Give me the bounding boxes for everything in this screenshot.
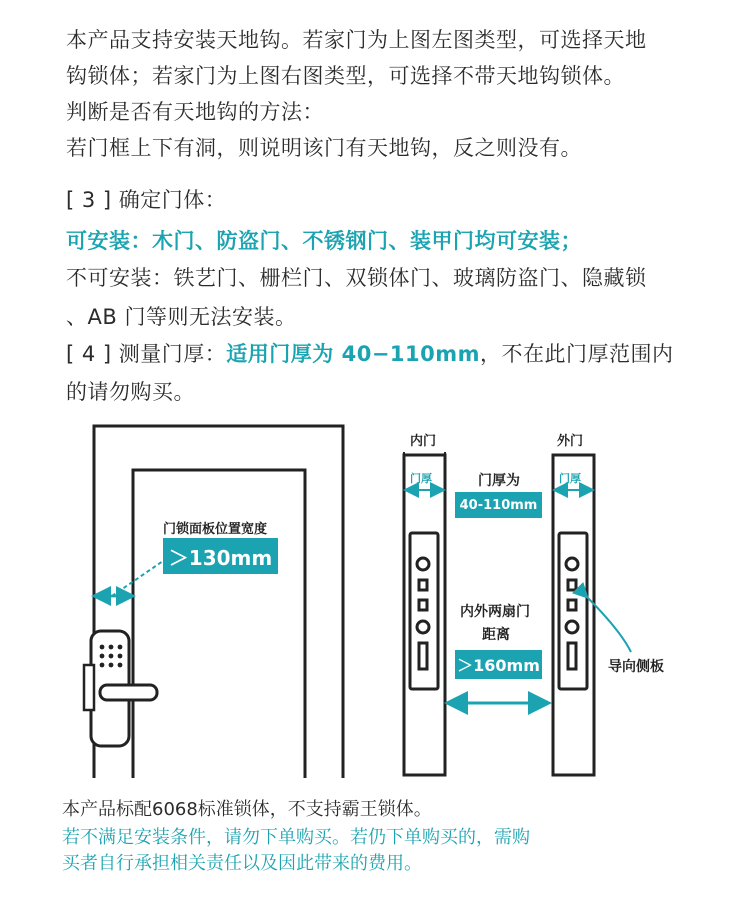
outer-door-label: 外门 bbox=[557, 434, 584, 449]
thickness-value: 40-110mm bbox=[455, 492, 542, 518]
intro-line-2: 钩锁体；若家门为上图右图类型，可选择不带天地钩锁体。 bbox=[66, 64, 625, 88]
thickness-label: 门厚为 bbox=[478, 473, 520, 489]
can-install-text: 可安装：木门、防盗门、不锈钢门、装甲门均可安装； bbox=[66, 229, 582, 253]
footer-line-3: 买者自行承担相关责任以及因此带来的费用。 bbox=[62, 853, 422, 874]
intro-line-1: 本产品支持安装天地钩。若家门为上图左图类型，可选择天地 bbox=[66, 28, 647, 52]
outer-thickness-small: 门厚 bbox=[559, 472, 581, 485]
distance-label-2: 距离 bbox=[482, 627, 510, 643]
cannot-install-line-1: 不可安装：铁艺门、栅栏门、双锁体门、玻璃防盗门、隐藏锁 bbox=[66, 266, 647, 290]
inner-door-label: 内门 bbox=[410, 434, 437, 449]
inner-thickness-small: 门厚 bbox=[410, 472, 432, 485]
outer-door-slab bbox=[553, 455, 594, 775]
inner-door-slab bbox=[404, 455, 445, 775]
left-door-frame bbox=[94, 426, 343, 778]
footer-line-1: 本产品标配6068标准锁体，不支持霸王锁体。 bbox=[62, 799, 432, 820]
intro-line-4: 若门框上下有洞，则说明该门有天地钩，反之则没有。 bbox=[66, 136, 582, 160]
section4-line-2: 的请勿购买。 bbox=[66, 380, 195, 404]
footer-line-2: 若不满足安装条件，请勿下单购买。若仍下单购买的，需购 bbox=[62, 827, 530, 848]
section4-suffix: ，不在此门厚范围内 bbox=[480, 342, 674, 366]
cannot-install-line-2: 、AB 门等则无法安装。 bbox=[66, 305, 297, 329]
smart-lock-icon bbox=[84, 631, 157, 746]
intro-line-3: 判断是否有天地钩的方法： bbox=[66, 100, 324, 124]
distance-label-1: 内外两扇门 bbox=[460, 604, 530, 620]
panel-width-label: 门锁面板位置宽度 bbox=[163, 522, 268, 537]
section4-prefix: [ 4 ] 测量门厚： bbox=[66, 342, 227, 366]
panel-width-value: ＞130mm bbox=[163, 538, 278, 574]
guide-plate-label: 导向侧板 bbox=[608, 659, 664, 675]
distance-value: ＞160mm bbox=[455, 650, 542, 679]
section4-highlight: 适用门厚为 40−110mm bbox=[226, 342, 481, 366]
section3-heading: [ 3 ] 确定门体： bbox=[66, 188, 227, 212]
panel-pointer-line bbox=[112, 561, 163, 596]
